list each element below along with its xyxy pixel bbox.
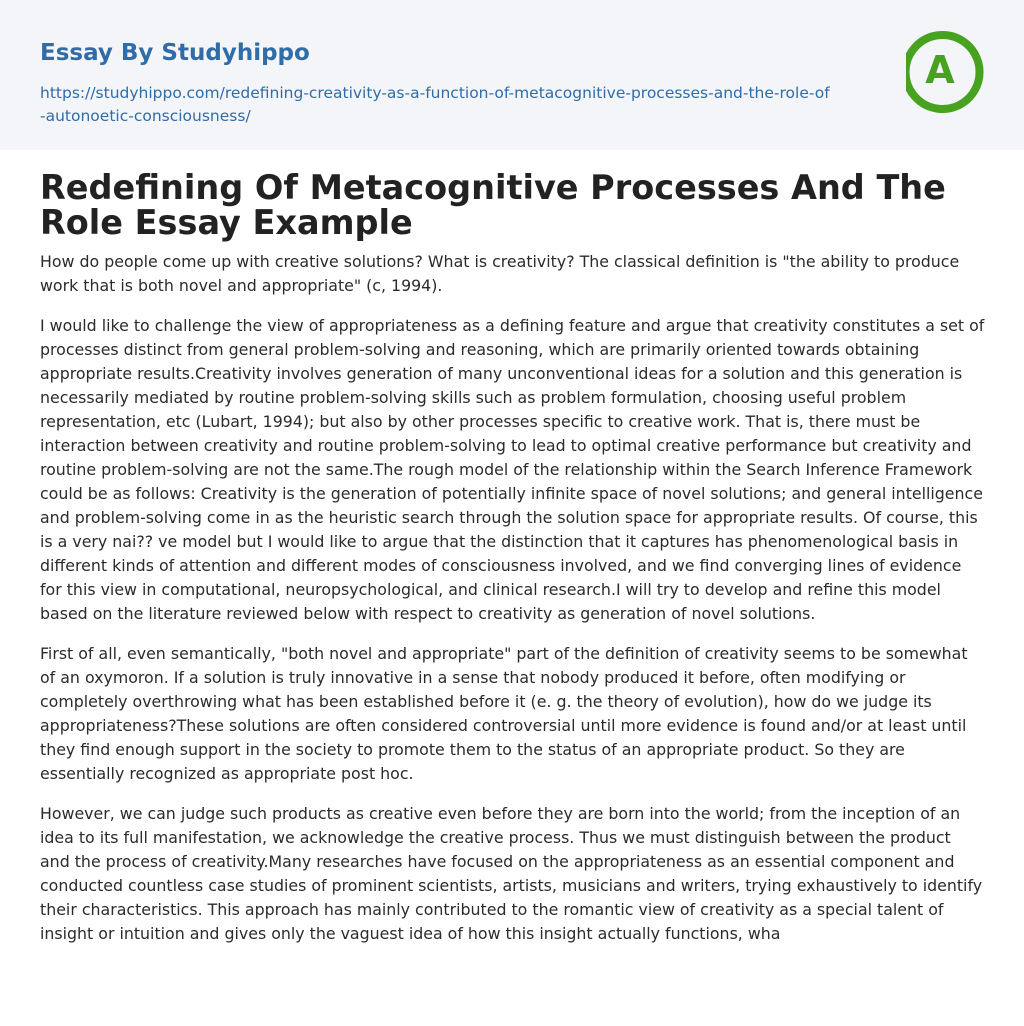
- paragraph: How do people come up with creative solutions? What is creativity? The classical definition is "the ability to produce work that is both novel and appropriate" (c, 1994).: [40, 252, 960, 295]
- paragraph: First of all, even semantically, "both novel and appropriate" part of the definition of creativity seems to be somewhat of an oxymoron. If a solution is truly innovative in a sense that nobody produced it before, often modifying or completely overthrowing what has been established before it (e. g. the theory of evolution), how do we judge its appropriateness?These solutions are often considered controversial until more evidence is found and/or at least until they find enough support in the society to promote them to the status of an appropriate product. So they are essentially recognized as appropriate post hoc.: [40, 644, 968, 783]
- paragraph: However, we can judge such products as creative even before they are born into the world; from the inception of an idea to its full manifestation, we acknowledge the creative process. Thus we must distinguish between the product and the process of creativity.Many researches have focused on the appropriateness as an essential component and conducted countless case studies of prominent scientists, artists, musicians and writers, trying exhaustively to identify their characteristics. This approach has mainly contributed to the romantic view of creativity as a special talent of insight or intuition and gives only the vaguest idea of how this insight actually functions, wha: [40, 804, 983, 943]
- article-body: [40, 250, 985, 962]
- paragraph: I would like to challenge the view of appropriateness as a defining feature and argue that creativity constitutes a set of processes distinct from general problem-solving and reasoning, which are primarily oriented towards obtaining appropriate results.Creativity involves generation of many unconventional ideas for a solution and this generation is necessarily mediated by routine problem-solving skills such as problem formulation, choosing useful problem representation, etc (Lubart, 1994); but also by other processes specific to creative work. That is, there must be interaction between creativity and routine problem-solving to lead to optimal creative performance but creativity and routine problem-solving are not the same.The rough model of the relationship within the Search Inference Framework could be as follows: Creativity is the generation of potentially infinite space of novel solutions; and general intelligence and problem-solving come in as the heuristic search through the solution space for appropriate results. Of course, this is a very nai?? ve model but I would like to argue that the distinction that it captures has phenomenological basis in different kinds of attention and different modes of consciousness involved, and we find converging lines of evidence for this view in computational, neuropsychological, and clinical research.I will try to develop and refine this model based on the literature reviewed below with respect to creativity as generation of novel solutions.: [40, 316, 985, 623]
- source-url-link[interactable]: https://studyhippo.com/redefining-creativity-as-a-function-of-metacognitive-processes-and-the-role-of-autonoetic-consciousness/: [40, 84, 830, 125]
- article-title-wrapper: [40, 170, 1000, 240]
- logo-letter: A: [925, 48, 955, 92]
- page-title: Redefining Of Metacognitive Processes And The Role Essay Example: [40, 168, 946, 242]
- site-header: [0, 0, 1024, 150]
- brand-name[interactable]: Essay By Studyhippo: [40, 40, 310, 66]
- studyhippo-logo-icon[interactable]: [906, 29, 986, 115]
